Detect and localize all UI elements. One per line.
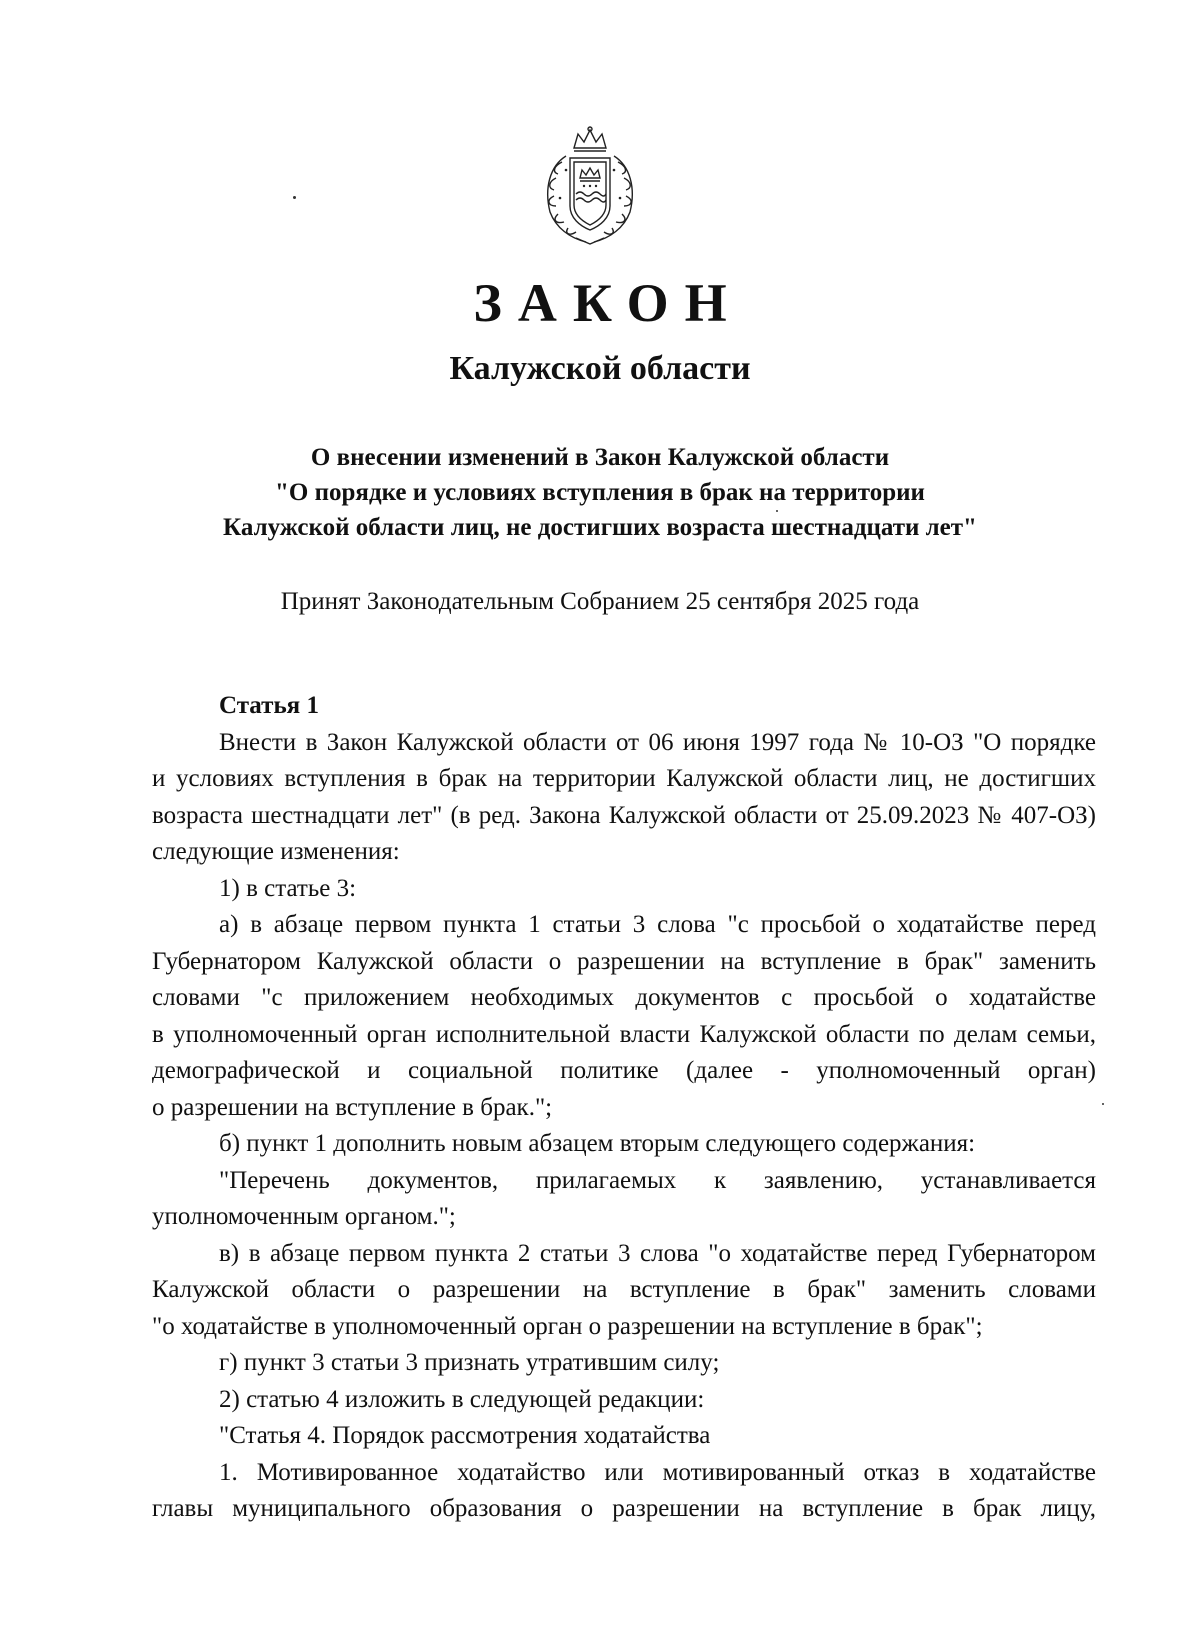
adoption-line: Принят Законодательным Собранием 25 сентября 2025 года (280, 588, 920, 615)
paragraph-line: Губернатором Калужской области о разрешении на вступление в брак" заменить (152, 947, 1096, 975)
paragraph-line: следующие изменения: (152, 838, 400, 865)
title-line: Калужской области лиц, не достигших возраста шестнадцати лет" (223, 514, 977, 541)
article-heading: Статья 1 (219, 692, 319, 719)
paragraph-line: демографической и социальной политике (далее - уполномоченный орган) (152, 1057, 1096, 1084)
coat-of-arms-emblem (536, 126, 644, 248)
paragraph-line: в) в абзаце первом пункта 2 статьи 3 слова "о ходатайстве перед Губернатором (219, 1239, 1096, 1267)
paragraph-line: уполномоченным органом."; (152, 1203, 456, 1230)
list-item: 2) статью 4 изложить в следующей редакции: (219, 1385, 705, 1413)
title-line: "О порядке и условиях вступления в брак на территории (275, 479, 925, 506)
paragraph-line: а) в абзаце первом пункта 1 статьи 3 слова "с просьбой о ходатайстве перед (219, 911, 1096, 938)
law-title (0, 440, 1200, 545)
article-subheading: "Статья 4. Порядок рассмотрения ходатайства (219, 1422, 711, 1449)
paragraph-line: главы муниципального образования о разрешении на вступление в брак лицу, (152, 1495, 1096, 1522)
document-body (152, 688, 1096, 1528)
paragraph-line: словами "с приложением необходимых документов с просьбой о ходатайстве (152, 984, 1096, 1011)
region-heading: Калужской области (449, 350, 751, 387)
list-item: г) пункт 3 статьи 3 признать утратившим силу; (219, 1349, 720, 1376)
paragraph-line: и условиях вступления в брак на территории Калужской области лиц, не достигших (152, 765, 1096, 792)
scan-speck (776, 510, 778, 512)
paragraph-line: возраста шестнадцати лет" (в ред. Закона Калужской области от 25.09.2023 № 407-ОЗ) (152, 801, 1096, 829)
paragraph-line: в уполномоченный орган исполнительной власти Калужской области по делам семьи, (152, 1020, 1096, 1048)
document-type-heading: ЗАКОН (473, 273, 743, 333)
title-line: О внесении изменений в Закон Калужской области (310, 444, 890, 471)
paragraph-line: "Перечень документов, прилагаемых к заявлению, устанавливается (219, 1166, 1096, 1194)
scan-speck (293, 196, 296, 199)
scan-speck (1102, 1103, 1104, 1105)
list-item: 1) в статье 3: (219, 874, 357, 902)
list-item: б) пункт 1 дополнить новым абзацем вторым следующего содержания: (219, 1130, 976, 1157)
paragraph-line: Калужской области о разрешении на вступление в брак" заменить словами (152, 1276, 1096, 1303)
paragraph-line: "о ходатайстве в уполномоченный орган о разрешении на вступление в брак"; (152, 1312, 983, 1340)
paragraph-line: о разрешении на вступление в брак."; (152, 1093, 553, 1121)
paragraph-line: Внести в Закон Калужской области от 06 июня 1997 года № 10-ОЗ "О порядке (219, 728, 1096, 756)
paragraph-line: 1. Мотивированное ходатайство или мотивированный отказ в ходатайстве (219, 1458, 1096, 1486)
